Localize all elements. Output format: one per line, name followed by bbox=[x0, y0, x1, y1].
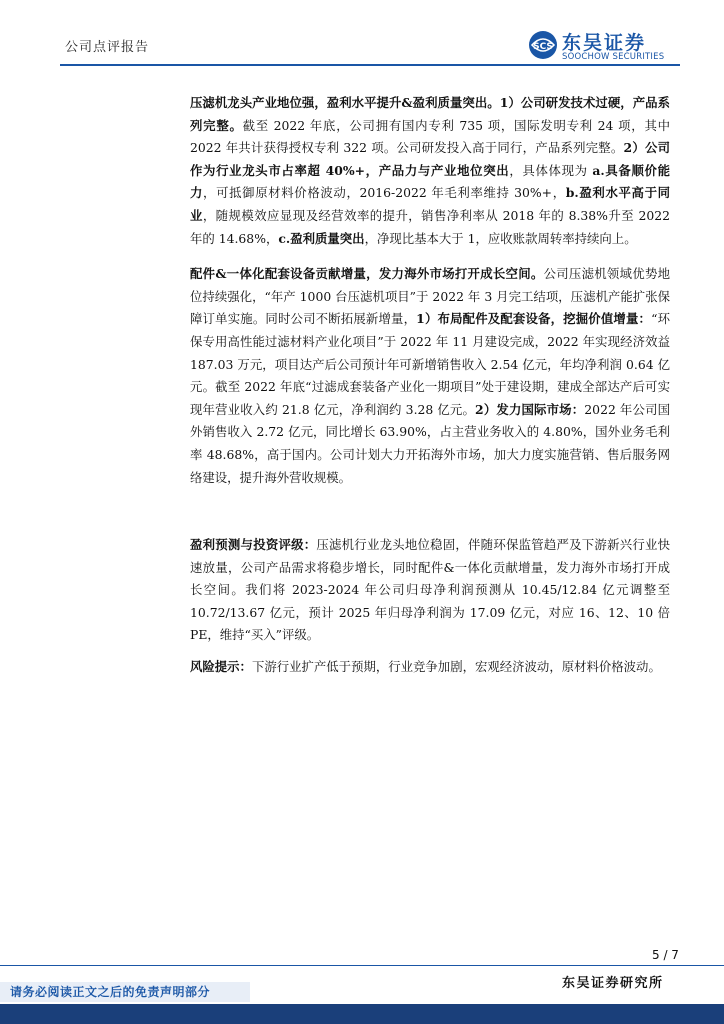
para2-text-2: “环保专用高性能过滤材料产业化项目”于 2022 年 11 月建设完成，2022 年实现经济效益 187.03 万元，项目达产后公司预计年可新增销售收入 2.54 亿元，年均净利润 0.64 亿元。截至 2022 年底“过滤成套装备产业化一期项目”处于建设期，建成全部达产后可实现年营业收入约 21.8 亿元，净利润约 3.28 亿元。 bbox=[190, 311, 671, 417]
para2-bold-1: 配件&一体化配套设备贡献增量，发力海外市场打开成长空间。 bbox=[190, 266, 544, 282]
para1-bold-3: a.具备顺价能力 bbox=[190, 162, 670, 201]
report-body bbox=[190, 84, 670, 679]
logo-mark-icon bbox=[528, 30, 558, 60]
footer-bottom-bar bbox=[0, 1004, 724, 1024]
page-number: 5 / 7 bbox=[652, 948, 679, 962]
report-type-label: 公司点评报告 bbox=[65, 40, 150, 55]
logo-mark-text: SCS bbox=[533, 42, 553, 52]
para1-bold-2: 2）公司作为行业龙头市占率超 40%+，产品力与产业地位突出 bbox=[190, 140, 670, 178]
para2-bold-2: 1）布局配件及配套设备，挖掘价值增量： bbox=[416, 311, 652, 327]
paragraph-market-position bbox=[190, 92, 670, 250]
para1-bold-5: c.盈利质量突出 bbox=[278, 230, 365, 246]
para3-text-1: 压滤机行业龙头地位稳固，伴随环保监管趋严及下游新兴行业快速放量，公司产品需求将稳步增长，同时配件&一体化贡献增量，发力海外市场打开成长空间。我们将 2023-2024 年公司归母净利润预测从 10.45/12.84 亿元调整至 10.72/13.67 亿元，预计 2025 年归母净利润为 17.09 亿元，对应 16、12、10 倍 PE，维持“买入”评级。 bbox=[190, 537, 671, 643]
logo-chinese-name: 东吴证券 bbox=[562, 32, 647, 54]
para1-text-5: ，净现比基本大于 1，应收账款周转率持续向上。 bbox=[364, 230, 637, 246]
para4-text-1: 下游行业扩产低于预期，行业竞争加剧，宏观经济波动，原材料价格波动。 bbox=[251, 659, 661, 675]
para1-text-2: ，具体体现为 bbox=[509, 162, 593, 178]
para1-text-1: 截至 2022 年底，公司拥有国内专利 735 项，国际发明专利 24 项，其中 2022 年共计获得授权专利 322 项。公司研发投入高于同行，产品系列完整。 bbox=[190, 117, 670, 156]
para1-text-4: ，随规模效应显现及经营效率的提升，销售净利率从 2018 年的 8.38%升至 2022 年的 14.68%， bbox=[190, 207, 670, 246]
footer-divider bbox=[0, 965, 724, 966]
para2-text-1: 公司压滤机领域优势地位持续强化，“年产 1000 台压滤机项目”于 2022 年 3 月完工结项，压滤机产能扩张保障订单实施。同时公司不断拓展新增量， bbox=[190, 266, 671, 327]
para3-bold-1: 盈利预测与投资评级： bbox=[190, 537, 317, 553]
company-logo bbox=[528, 28, 678, 64]
footer-institute: 东吴证券研究所 bbox=[562, 976, 664, 991]
logo-english-name: SOOCHOW SECURITIES bbox=[562, 52, 665, 62]
para2-bold-3: 2）发力国际市场： bbox=[475, 401, 585, 417]
paragraph-risk-warning bbox=[190, 656, 670, 679]
para1-text-3: ，可抵御原材料价格波动，2016-2022 年毛利率维持 30%+， bbox=[203, 185, 566, 201]
paragraph-forecast-rating bbox=[190, 534, 670, 647]
footer-disclaimer: 请务必阅读正文之后的免责声明部分 bbox=[10, 985, 211, 999]
header-divider bbox=[60, 64, 680, 66]
para1-bold-4: b.盈利水平高于同业 bbox=[190, 185, 671, 223]
para1-bold-1: 压滤机龙头产业地位强，盈利水平提升&盈利质量突出。1）公司研发技术过硬，产品系列完整。 bbox=[190, 95, 670, 133]
para2-text-3: 2022 年公司国外销售收入 2.72 亿元，同比增长 63.90%，占主营业务收入的 4.80%，国外业务毛利率 48.68%，高于国内。公司计划大力开拓海外市场，加大力度实施营销、售后服务网络建设，提升海外营收规模。 bbox=[190, 401, 670, 485]
para4-bold-1: 风险提示： bbox=[190, 659, 252, 675]
paragraph-growth-drivers bbox=[190, 263, 670, 489]
